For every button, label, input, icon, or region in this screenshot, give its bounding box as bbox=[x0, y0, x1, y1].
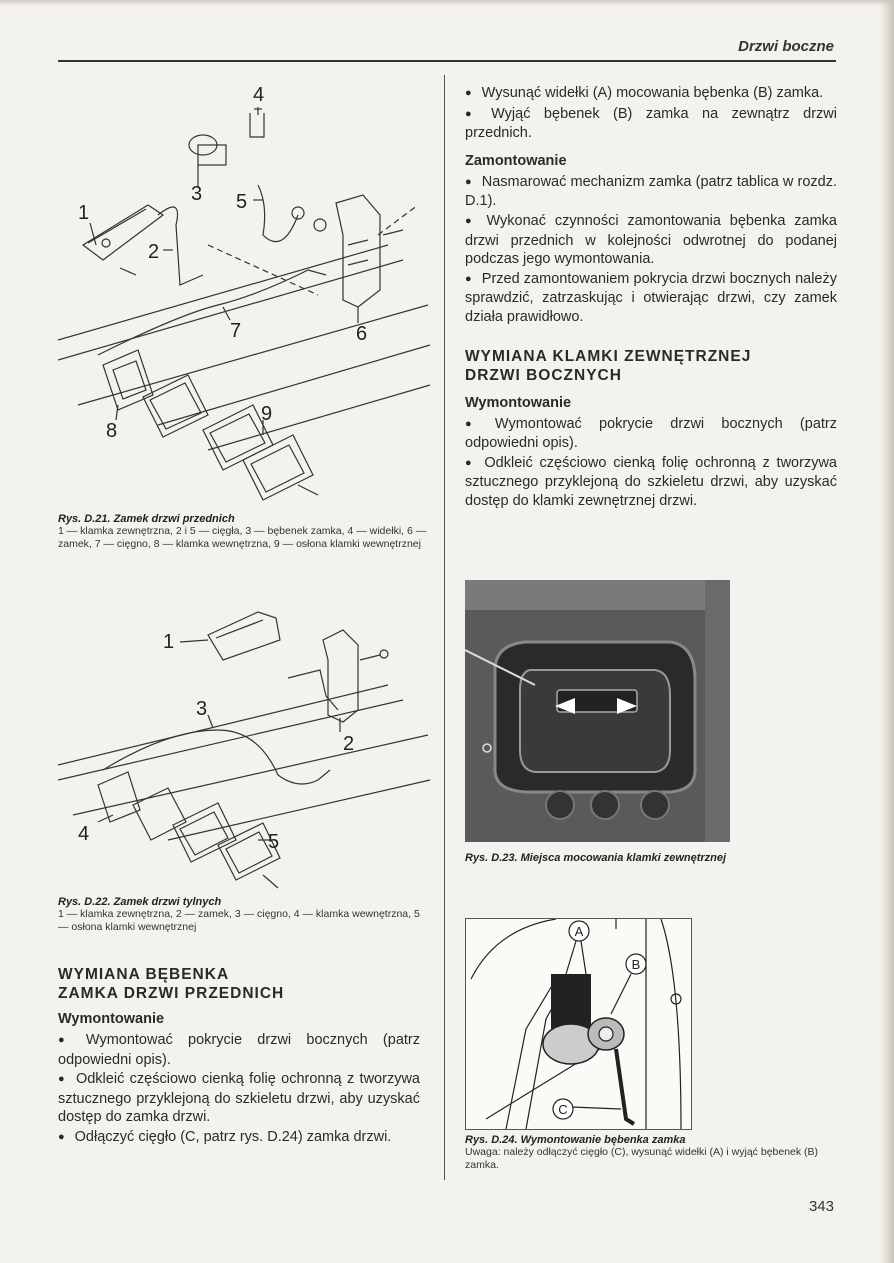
fig22-label-2: 2 bbox=[343, 733, 355, 755]
fig21-label-4: 4 bbox=[253, 84, 265, 106]
scan-top-edge bbox=[0, 0, 894, 6]
section-drum-heading-line1: WYMIANA BĘBENKA bbox=[58, 966, 230, 983]
section-drum-subheading: Wymontowanie bbox=[58, 1011, 165, 1027]
figure-d24-drawing bbox=[466, 919, 691, 1129]
figure-d24-title: Rys. D.24. Wymontowanie bębenka zamka bbox=[465, 1134, 686, 1146]
fig21-label-9: 9 bbox=[261, 403, 273, 425]
figure-d21-caption bbox=[58, 513, 433, 551]
fig24-label-c: C bbox=[558, 1102, 568, 1117]
scan-right-shadow bbox=[880, 0, 894, 1263]
figure-d24-caption bbox=[465, 1134, 840, 1172]
figure-d21 bbox=[58, 75, 433, 510]
fig24-label-a: A bbox=[574, 924, 584, 939]
figure-d22-drawing bbox=[58, 600, 433, 895]
fig21-label-6: 6 bbox=[356, 323, 368, 345]
section-drum-bullet-3: ● Odłączyć cięgło (C, patrz rys. D.24) zamka drzwi. bbox=[58, 1128, 420, 1148]
right-column-text bbox=[465, 84, 837, 512]
header-rule bbox=[58, 60, 836, 62]
fig21-label-2: 2 bbox=[148, 241, 160, 263]
figure-d21-description: 1 — klamka zewnętrzna, 2 i 5 — cięgła, 3 — bębenek zamka, 4 — widełki, 6 — zamek, 7 — cięgno, 8 — klamka wewnętrzna, 9 — osłona klamki wewnętrznej bbox=[58, 525, 427, 550]
figure-d24-description: Uwaga: należy odłączyć cięgło (C), wysunąć widełki (A) i wyjąć bębenek (B) zamka. bbox=[465, 1146, 819, 1171]
section-handle-replacement bbox=[465, 347, 837, 511]
section-handle-bullet-2: ● Odkleić częściowo cienką folię ochronną z tworzywa sztucznego przyklejoną do szkieletu drzwi, aby uzyskać dostęp do klamki zewnętrznej drzwi. bbox=[465, 454, 837, 511]
figure-d24 bbox=[465, 918, 692, 1130]
column-divider bbox=[444, 75, 445, 1180]
figure-d22 bbox=[58, 600, 433, 895]
section-drum-bullet-1: ● Wymontować pokrycie drzwi bocznych (patrz odpowiedni opis). bbox=[58, 1031, 420, 1069]
fig22-label-1: 1 bbox=[163, 631, 175, 653]
fig22-label-3: 3 bbox=[196, 698, 208, 720]
figure-d22-description: 1 — klamka zewnętrzna, 2 — zamek, 3 — cięgno, 4 — klamka wewnętrzna, 5 — osłona klamki wewnętrznej bbox=[58, 908, 420, 933]
drum-install-bullet-2: ● Wykonać czynności zamontowania bębenka zamka drzwi przednich w kolejności odwrotnej do podanej podczas jego wymontowania. bbox=[465, 212, 837, 269]
fig21-label-3: 3 bbox=[191, 183, 203, 205]
section-handle-heading-line2: DRZWI BOCZNYCH bbox=[465, 366, 622, 384]
section-drum-heading-line2: ZAMKA DRZWI PRZEDNICH bbox=[58, 985, 285, 1002]
figure-d21-drawing bbox=[58, 75, 433, 510]
figure-d23-title: Rys. D.23. Miejsca mocowania klamki zewnętrznej bbox=[465, 852, 727, 864]
fig24-label-b: B bbox=[631, 957, 641, 972]
figure-d21-title: Rys. D.21. Zamek drzwi przednich bbox=[58, 513, 235, 525]
fig22-label-5: 5 bbox=[268, 831, 280, 853]
drum-install-subheading: Zamontowanie bbox=[465, 152, 567, 169]
fig21-label-7: 7 bbox=[230, 320, 242, 342]
page-number: 343 bbox=[808, 1198, 834, 1215]
fig21-label-5: 5 bbox=[236, 191, 248, 213]
drum-removal-bullet-1: ● Wysunąć widełki (A) mocowania bębenka (B) zamka. bbox=[465, 84, 837, 104]
fig21-label-8: 8 bbox=[106, 420, 118, 442]
figure-d22-title: Rys. D.22. Zamek drzwi tylnych bbox=[58, 896, 222, 908]
figure-d22-caption bbox=[58, 896, 433, 934]
fig22-label-4: 4 bbox=[78, 823, 90, 845]
section-handle-heading-line1: WYMIANA KLAMKI ZEWNĘTRZNEJ bbox=[465, 347, 752, 365]
section-handle-subheading: Wymontowanie bbox=[465, 394, 572, 411]
figure-d23-photo bbox=[465, 580, 730, 842]
figure-d23-caption bbox=[465, 852, 845, 864]
drum-install-bullet-1: ● Nasmarować mechanizm zamka (patrz tablica w rozdz. D.1). bbox=[465, 173, 837, 211]
fig21-label-1: 1 bbox=[78, 202, 90, 224]
section-drum-bullet-2: ● Odkleić częściowo cienką folię ochronną z tworzywa sztucznego przyklejoną do szkieletu drzwi, aby uzyskać dostęp do zamka drzwi. bbox=[58, 1070, 420, 1127]
running-header: Drzwi boczne bbox=[738, 38, 834, 55]
section-drum-replacement bbox=[58, 965, 420, 1149]
drum-removal-bullet-2: ● Wyjąć bębenek (B) zamka na zewnątrz drzwi przednich. bbox=[465, 105, 837, 143]
drum-install-bullet-3: ● Przed zamontowaniem pokrycia drzwi bocznych należy sprawdzić, zatrzaskując i otwierając drzwi, czy zamek działa prawidłowo. bbox=[465, 270, 837, 327]
figure-d23-drawing bbox=[465, 580, 730, 842]
section-handle-bullet-1: ● Wymontować pokrycie drzwi bocznych (patrz odpowiedni opis). bbox=[465, 415, 837, 453]
